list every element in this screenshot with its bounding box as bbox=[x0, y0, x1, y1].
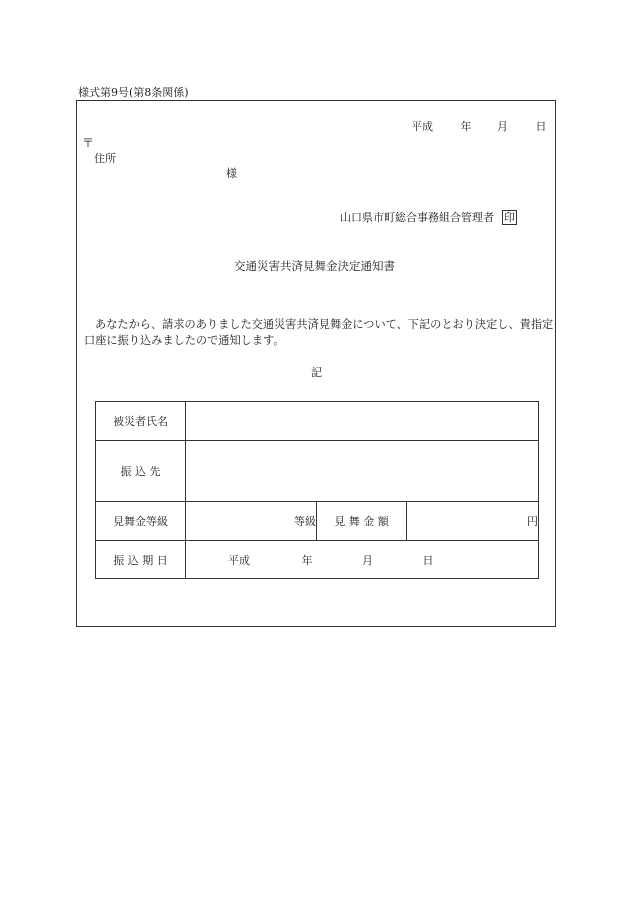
victim-name-label: 被災者氏名 bbox=[96, 402, 186, 441]
sender-name: 山口県市町総合事務組合管理者 bbox=[340, 211, 494, 224]
date-month: 月 bbox=[497, 120, 508, 133]
transfer-date-era: 平成 bbox=[228, 553, 250, 567]
transfer-date-day: 日 bbox=[422, 553, 434, 567]
date-day: 日 bbox=[535, 120, 547, 133]
sender-block bbox=[340, 209, 517, 225]
decision-table bbox=[95, 401, 539, 579]
amount-label: 見 舞 金 額 bbox=[317, 502, 407, 541]
document-title: 交通災害共済見舞金決定通知書 bbox=[234, 259, 395, 273]
victim-name-value bbox=[186, 402, 539, 441]
transfer-date-month: 月 bbox=[362, 553, 373, 567]
transfer-date-year: 年 bbox=[301, 553, 313, 567]
seal-mark: 印 bbox=[504, 211, 515, 224]
body-text bbox=[84, 317, 554, 349]
honorific: 様 bbox=[226, 167, 237, 180]
table-row bbox=[96, 402, 539, 441]
transfer-date-label: 振 込 期 日 bbox=[96, 541, 186, 579]
transfer-to-label: 振 込 先 bbox=[96, 441, 186, 502]
date-year: 年 bbox=[460, 120, 472, 133]
date-era: 平成 bbox=[411, 120, 433, 133]
amount-unit: 円 bbox=[407, 502, 539, 541]
transfer-to-value bbox=[186, 441, 539, 502]
address-label: 住所 bbox=[94, 152, 116, 165]
grade-label: 見舞金等級 bbox=[96, 502, 186, 541]
body-paragraph: あなたから、請求のありました交通災害共済見舞金について、下記のとおり決定し、貴指定口座に振り込みましたので通知します。 bbox=[84, 318, 554, 347]
table-row bbox=[96, 541, 539, 579]
table-row bbox=[96, 502, 539, 541]
table-row bbox=[96, 441, 539, 502]
form-number: 様式第9号(第8条関係) bbox=[78, 86, 189, 99]
note-heading: 記 bbox=[311, 366, 322, 379]
grade-unit: 等級 bbox=[186, 502, 317, 541]
issue-date bbox=[411, 118, 547, 134]
postal-mark: 〒 bbox=[82, 136, 95, 150]
transfer-date-value bbox=[186, 541, 539, 579]
